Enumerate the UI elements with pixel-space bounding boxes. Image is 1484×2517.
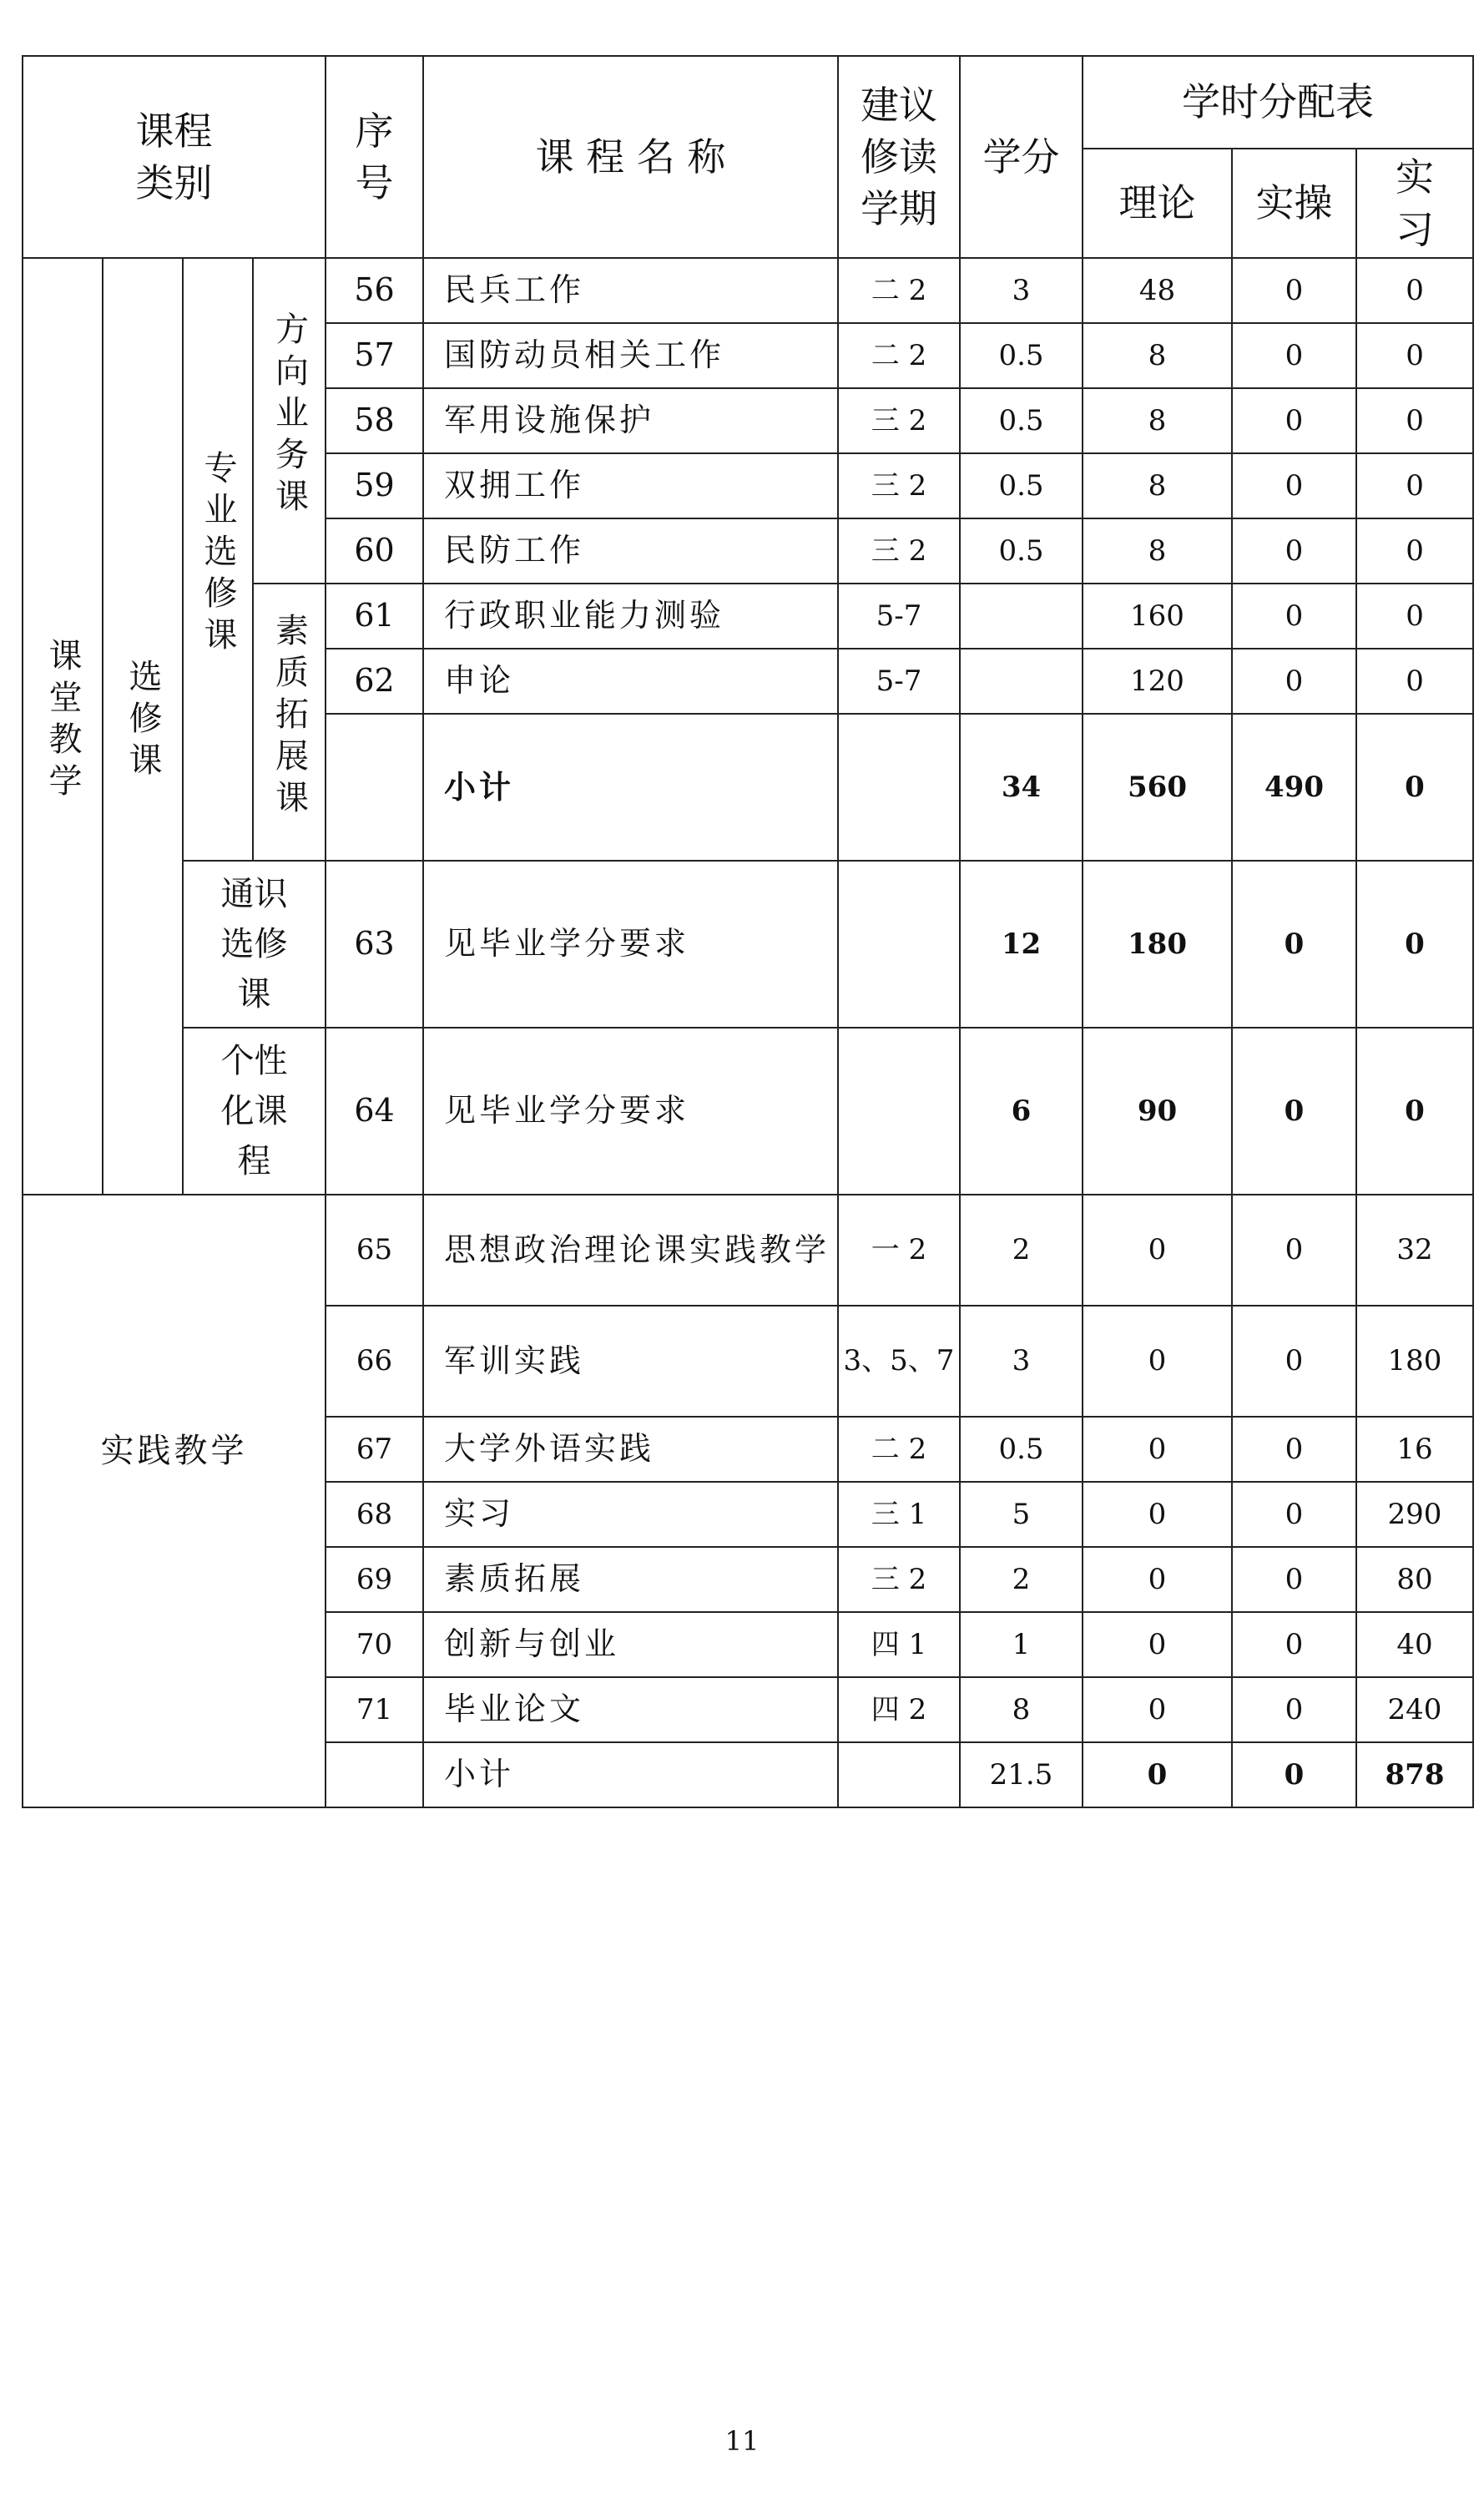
row-theory: 90 <box>1083 1028 1232 1195</box>
row-theory: 0 <box>1083 1547 1232 1612</box>
row-internship: 0 <box>1356 323 1473 388</box>
group-classroom <box>23 258 103 1195</box>
subtotal-internship: 878 <box>1356 1742 1473 1807</box>
row-course-name: 见毕业学分要求 <box>423 861 838 1028</box>
row-no: 64 <box>326 1028 423 1195</box>
subtotal-label: 小计 <box>423 1742 838 1807</box>
subtotal-credit: 21.5 <box>960 1742 1083 1807</box>
row-no: 66 <box>326 1306 423 1417</box>
row-credit: 2 <box>960 1547 1083 1612</box>
header-category: 课程 类别 <box>23 56 326 258</box>
row-credit <box>960 584 1083 649</box>
header-course-name: 课 程 名 称 <box>423 56 838 258</box>
row-course-name: 大学外语实践 <box>423 1417 838 1482</box>
row-practice-op: 0 <box>1232 453 1356 518</box>
header-credit: 学分 <box>960 56 1083 258</box>
row-credit: 0.5 <box>960 453 1083 518</box>
row-internship: 16 <box>1356 1417 1473 1482</box>
row-theory: 0 <box>1083 1417 1232 1482</box>
table-row <box>23 861 1473 1028</box>
row-practice-op: 0 <box>1232 1612 1356 1677</box>
row-theory: 8 <box>1083 323 1232 388</box>
subtotal-label: 小计 <box>423 714 838 861</box>
row-internship: 32 <box>1356 1195 1473 1306</box>
row-internship: 0 <box>1356 518 1473 584</box>
group-quality <box>253 584 326 861</box>
group-practice: 实践教学 <box>23 1195 326 1807</box>
row-credit: 0.5 <box>960 1417 1083 1482</box>
row-no: 69 <box>326 1547 423 1612</box>
row-practice-op: 0 <box>1232 323 1356 388</box>
row-course-name: 民兵工作 <box>423 258 838 323</box>
row-credit: 0.5 <box>960 518 1083 584</box>
row-semester: 二 2 <box>838 323 960 388</box>
group-direction-label: 方向业务课 <box>270 311 309 521</box>
row-credit: 1 <box>960 1612 1083 1677</box>
row-semester: 三 2 <box>838 388 960 453</box>
row-no: 62 <box>326 649 423 714</box>
row-no: 59 <box>326 453 423 518</box>
group-major-elective <box>183 258 253 861</box>
row-credit: 3 <box>960 1306 1083 1417</box>
row-course-name: 行政职业能力测验 <box>423 584 838 649</box>
row-theory: 180 <box>1083 861 1232 1028</box>
subtotal-no <box>326 714 423 861</box>
row-course-name: 实习 <box>423 1482 838 1547</box>
group-elective-label: 选修课 <box>124 659 162 785</box>
row-internship: 180 <box>1356 1306 1473 1417</box>
row-theory: 8 <box>1083 388 1232 453</box>
table-row <box>23 258 1473 323</box>
row-theory: 0 <box>1083 1677 1232 1742</box>
subtotal-practice-op: 490 <box>1232 714 1356 861</box>
row-semester: 二 2 <box>838 258 960 323</box>
row-course-name: 毕业论文 <box>423 1677 838 1742</box>
row-practice-op: 0 <box>1232 584 1356 649</box>
row-theory: 8 <box>1083 453 1232 518</box>
row-practice-op: 0 <box>1232 1547 1356 1612</box>
row-internship: 290 <box>1356 1482 1473 1547</box>
row-practice-op: 0 <box>1232 258 1356 323</box>
row-internship: 0 <box>1356 861 1473 1028</box>
row-credit: 0.5 <box>960 388 1083 453</box>
row-course-name: 素质拓展 <box>423 1547 838 1612</box>
row-no: 70 <box>326 1612 423 1677</box>
row-no: 57 <box>326 323 423 388</box>
row-no: 61 <box>326 584 423 649</box>
row-credit: 12 <box>960 861 1083 1028</box>
group-major-elective-label: 专业选修课 <box>199 450 237 660</box>
row-semester: 四 1 <box>838 1612 960 1677</box>
header-internship: 实 习 <box>1356 149 1473 258</box>
row-practice-op: 0 <box>1232 1028 1356 1195</box>
header-hours-table: 学时分配表 <box>1083 56 1473 149</box>
row-course-name: 国防动员相关工作 <box>423 323 838 388</box>
group-general-elective-label: 通识 选修 课 <box>220 875 288 1013</box>
row-internship: 0 <box>1356 388 1473 453</box>
row-semester: 5-7 <box>838 649 960 714</box>
row-internship: 0 <box>1356 453 1473 518</box>
row-semester: 三 2 <box>838 518 960 584</box>
row-course-name: 申论 <box>423 649 838 714</box>
row-practice-op: 0 <box>1232 1482 1356 1547</box>
header-semester: 建议 修读 学期 <box>838 56 960 258</box>
row-internship: 240 <box>1356 1677 1473 1742</box>
row-credit: 6 <box>960 1028 1083 1195</box>
row-credit: 2 <box>960 1195 1083 1306</box>
table-row <box>23 1195 1473 1306</box>
row-no: 68 <box>326 1482 423 1547</box>
subtotal-semester <box>838 1742 960 1807</box>
header-seq: 序 号 <box>326 56 423 258</box>
row-internship: 80 <box>1356 1547 1473 1612</box>
subtotal-no <box>326 1742 423 1807</box>
row-semester <box>838 861 960 1028</box>
row-practice-op: 0 <box>1232 518 1356 584</box>
row-credit <box>960 649 1083 714</box>
subtotal-practice-op: 0 <box>1232 1742 1356 1807</box>
group-general-elective <box>183 861 326 1028</box>
group-personalized-label: 个性 化课 程 <box>220 1042 288 1180</box>
row-semester: 一 2 <box>838 1195 960 1306</box>
group-elective <box>103 258 183 1195</box>
subtotal-theory: 0 <box>1083 1742 1232 1807</box>
header-theory: 理论 <box>1083 149 1232 258</box>
subtotal-theory: 560 <box>1083 714 1232 861</box>
curriculum-table <box>22 55 1474 1808</box>
row-practice-op: 0 <box>1232 1417 1356 1482</box>
group-personalized <box>183 1028 326 1195</box>
row-semester: 5-7 <box>838 584 960 649</box>
row-no: 56 <box>326 258 423 323</box>
row-theory: 0 <box>1083 1612 1232 1677</box>
row-semester: 二 2 <box>838 1417 960 1482</box>
subtotal-semester <box>838 714 960 861</box>
row-theory: 160 <box>1083 584 1232 649</box>
row-semester: 三 2 <box>838 1547 960 1612</box>
row-practice-op: 0 <box>1232 1306 1356 1417</box>
table-row <box>23 1028 1473 1195</box>
row-practice-op: 0 <box>1232 861 1356 1028</box>
row-no: 63 <box>326 861 423 1028</box>
row-theory: 120 <box>1083 649 1232 714</box>
row-practice-op: 0 <box>1232 649 1356 714</box>
row-semester: 三 2 <box>838 453 960 518</box>
row-credit: 5 <box>960 1482 1083 1547</box>
row-theory: 48 <box>1083 258 1232 323</box>
row-theory: 0 <box>1083 1482 1232 1547</box>
row-semester: 三 1 <box>838 1482 960 1547</box>
row-theory: 8 <box>1083 518 1232 584</box>
row-course-name: 思想政治理论课实践教学 <box>423 1195 838 1306</box>
row-course-name: 军用设施保护 <box>423 388 838 453</box>
row-internship: 0 <box>1356 649 1473 714</box>
row-credit: 0.5 <box>960 323 1083 388</box>
row-course-name: 军训实践 <box>423 1306 838 1417</box>
row-no: 60 <box>326 518 423 584</box>
row-internship: 0 <box>1356 584 1473 649</box>
row-course-name: 创新与创业 <box>423 1612 838 1677</box>
row-internship: 40 <box>1356 1612 1473 1677</box>
row-course-name: 见毕业学分要求 <box>423 1028 838 1195</box>
subtotal-credit: 34 <box>960 714 1083 861</box>
row-semester <box>838 1028 960 1195</box>
header-practice-op: 实操 <box>1232 149 1356 258</box>
row-theory: 0 <box>1083 1195 1232 1306</box>
row-no: 65 <box>326 1195 423 1306</box>
row-internship: 0 <box>1356 258 1473 323</box>
row-semester: 3、5、7 <box>838 1306 960 1417</box>
subtotal-internship: 0 <box>1356 714 1473 861</box>
row-credit: 8 <box>960 1677 1083 1742</box>
row-semester: 四 2 <box>838 1677 960 1742</box>
row-course-name: 民防工作 <box>423 518 838 584</box>
row-no: 71 <box>326 1677 423 1742</box>
page-number: 11 <box>724 2425 760 2457</box>
row-practice-op: 0 <box>1232 388 1356 453</box>
group-direction <box>253 258 326 584</box>
row-no: 67 <box>326 1417 423 1482</box>
row-theory: 0 <box>1083 1306 1232 1417</box>
group-quality-label: 素质拓展课 <box>270 613 309 822</box>
row-no: 58 <box>326 388 423 453</box>
row-practice-op: 0 <box>1232 1195 1356 1306</box>
group-classroom-label: 课堂教学 <box>43 638 82 806</box>
row-practice-op: 0 <box>1232 1677 1356 1742</box>
row-credit: 3 <box>960 258 1083 323</box>
row-internship: 0 <box>1356 1028 1473 1195</box>
row-course-name: 双拥工作 <box>423 453 838 518</box>
